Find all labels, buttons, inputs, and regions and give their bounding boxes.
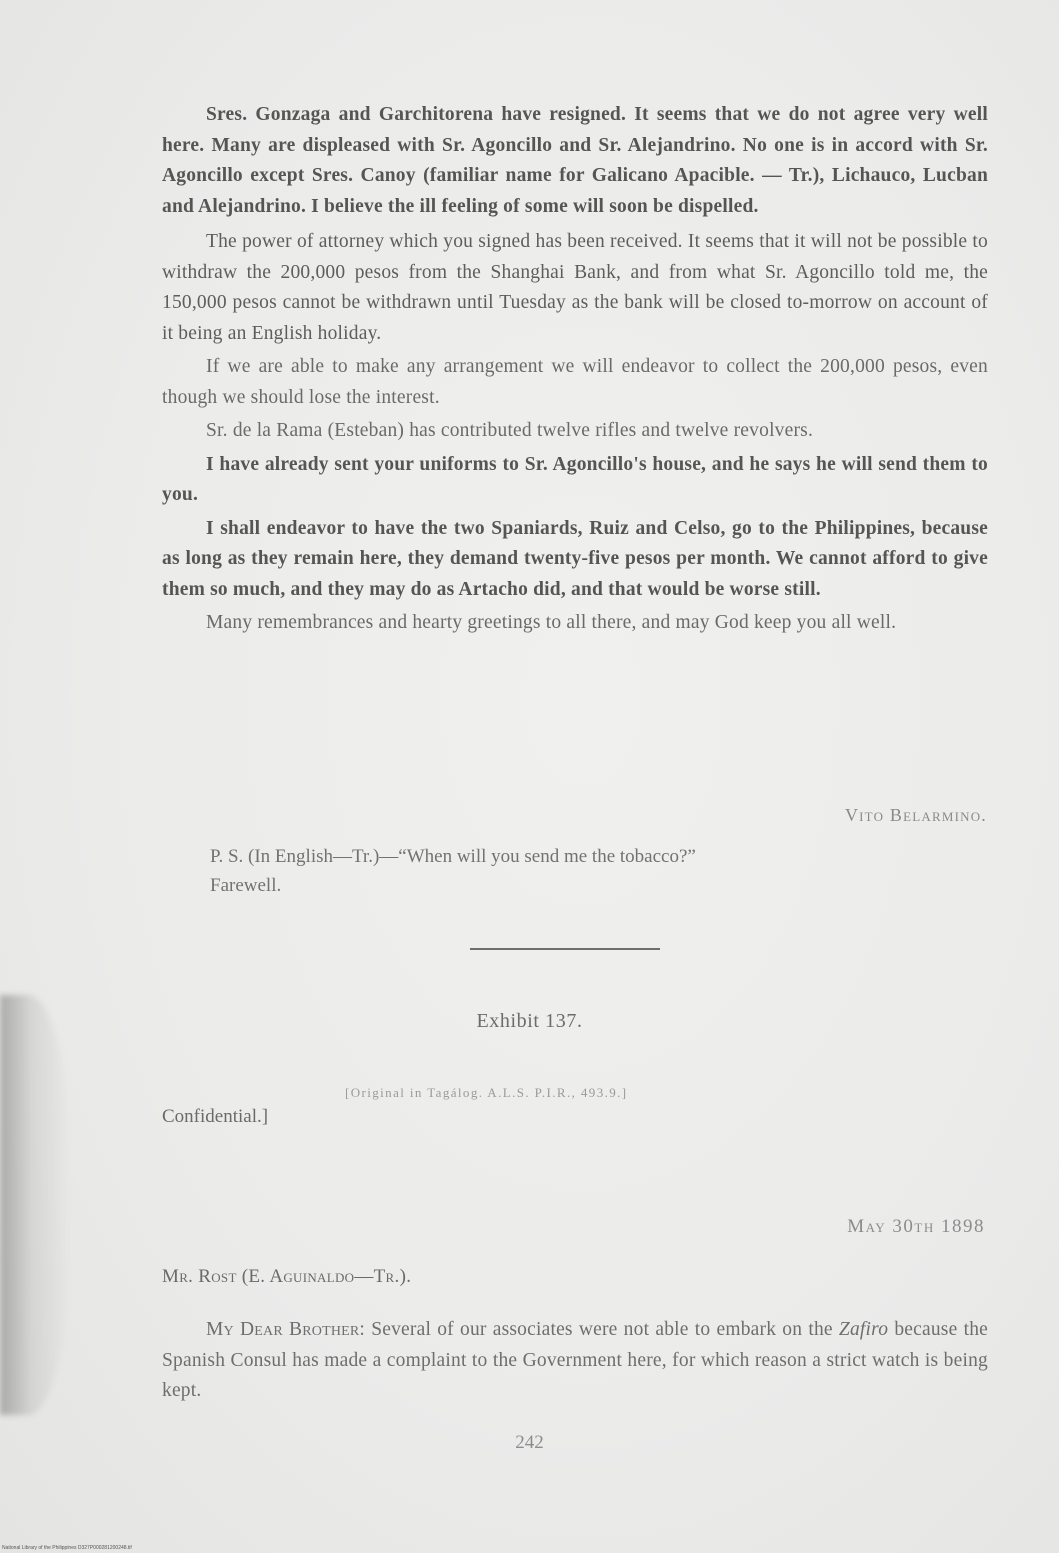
farewell: Farewell.	[210, 875, 282, 896]
addressee-text: Mr. Rost (E. Aguinaldo—Tr.).	[162, 1266, 412, 1287]
postscript-line: P. S. (In English—Tr.)—“When will you send me the tobacco?”	[210, 846, 696, 867]
page-number: 242	[515, 1432, 544, 1453]
paragraph-arrangement: If we are able to make any arrangement we will endeavor to collect the 200,000 pesos, even though we should lose the interest.	[162, 356, 988, 408]
signature: Vito Belarmino.	[844, 805, 987, 825]
paragraph-power-of-attorney: The power of attorney which you signed has been received. It seems that it will not be possible to withdraw the 200,000 pesos from the Shanghai Bank, and from what Sr. Agoncillo told me, the 150,000 pesos cannot be withdrawn until Tuesday as the bank will be closed to-morrow on account of it being an English holiday.	[162, 231, 988, 344]
paragraph-resignations: Sres. Gonzaga and Garchitorena have resigned. It seems that we do not agree very well here. Many are displeased with Sr. Agoncillo and Sr. Alejandrino. No one is in accord with Sr. Agoncillo except Sres. Canoy (familiar name for Galicano Apacible. — Tr.), Lichauco, Lucban and Alejandrino. I believe the ill feeling of some will soon be dispelled.	[162, 104, 988, 217]
archive-footer: National Library of the Philippines D327P000281200248.tif	[2, 1545, 132, 1551]
body-end: because the Spanish Consul has made a complaint to the Government here, for which reason a strict watch is being kept.	[162, 1319, 988, 1401]
salutation: My Dear Brother:	[206, 1319, 366, 1340]
paragraph-uniforms: I have already sent your uniforms to Sr. Agoncillo's house, and he says he will send them to you.	[162, 453, 988, 505]
body-start: Several of our associates were not able to embark on the	[365, 1319, 839, 1340]
original-note: [Original in Tagálog. A.L.S. P.I.R., 493.9.]	[345, 1085, 628, 1100]
exhibit-paragraph	[162, 1315, 988, 1407]
exhibit-letter-body	[162, 1315, 988, 1407]
addressee	[162, 1266, 411, 1288]
paragraph-rifles: Sr. de la Rama (Esteban) has contributed twelve rifles and twelve revolvers.	[206, 420, 814, 441]
ship-name: Zafiro	[838, 1319, 889, 1340]
paragraph-spaniards: I shall endeavor to have the two Spaniards, Ruiz and Celso, go to the Philippines, because as long as they remain here, they demand twenty-five pesos per month. We cannot afford to give them so much, and they may do as Artacho did, and that would be worse still.	[162, 517, 988, 600]
section-divider	[470, 948, 660, 950]
letter-body	[162, 100, 988, 639]
letter-date: May 30th 1898	[847, 1216, 985, 1237]
exhibit-title: Exhibit 137.	[476, 1010, 583, 1032]
postscript	[210, 842, 696, 900]
confidential-label: Confidential.]	[162, 1106, 269, 1127]
paragraph-greetings: Many remembrances and hearty greetings to all there, and may God keep you all well.	[206, 612, 897, 633]
binding-shadow	[0, 995, 70, 1415]
